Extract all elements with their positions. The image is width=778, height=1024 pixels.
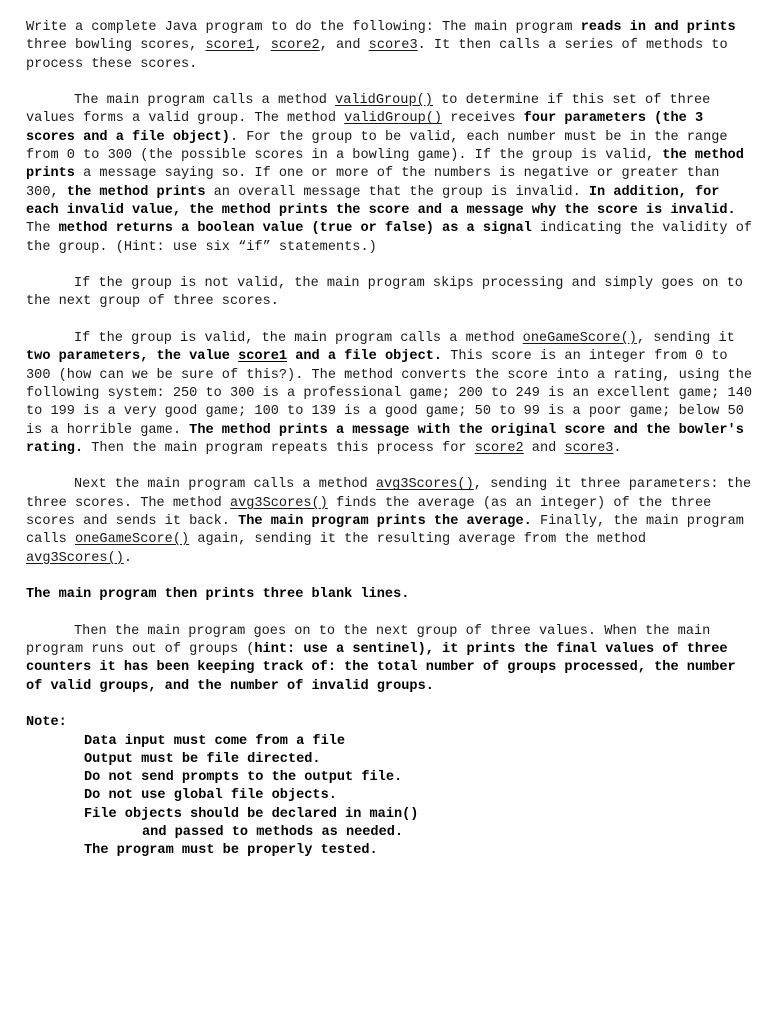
text: and [523,440,565,456]
text: three bowling scores, [26,38,206,54]
identifier-score1: score1 [205,38,255,54]
bold-text: The method prints a message with the original score and the bowler's rating. [26,422,744,456]
paragraph-sentinel [26,623,756,696]
note-item: Do not use global file objects. [84,788,337,804]
identifier-validgroup: validGroup() [335,93,433,109]
text: Next the main program calls a method [74,477,376,493]
text: Then the main program goes on to the next group of three values. When the main program runs out of groups ( [26,623,711,658]
identifier-score3: score3 [564,440,614,456]
paragraph-avg3scores [26,476,756,567]
text: , sending it [636,331,735,347]
bold-text: In addition, for each invalid value, the method prints the score and a message why the score is invalid. [26,184,736,218]
note-item: and passed to methods as needed. [142,825,404,841]
text: , and [319,38,369,54]
paragraph-invalid-skip [26,275,756,312]
paragraph-intro [26,19,756,74]
identifier-onegamescore: oneGameScore() [522,331,637,347]
text: This score is an integer from 0 to 300 (how can we be sure of this?). The method converts the score into a rating, using the following system: 250 to 300 is a professional game; 200 to 249 is an excellent game; 140 to 199 is a very good game; 100 to 139 is a good game; 50 to 99 is a poor game; below 50 is a horrible game. [26,349,753,438]
text: a message saying so. If one or more of the numbers is negative or greater than 300, [26,166,720,200]
identifier-validgroup: validGroup() [344,111,443,127]
text: The [26,221,59,237]
identifier-score3: score3 [368,38,418,54]
note-label: Note: [26,715,67,731]
bold-text: reads in and prints [580,20,736,35]
text: . [123,550,133,566]
text: again, sending it the resulting average from the method [189,532,646,548]
text: The main program calls a method [74,93,336,109]
text: If the group is valid, the main program calls a method [74,331,523,347]
identifier-avg3scores: avg3Scores() [26,550,124,566]
text: indicating the validity of the group. (Hint: use six “if” statements.) [26,221,753,255]
identifier-score1: score1 [238,349,288,365]
note-list [84,733,756,861]
text: If the group is not valid, the main program skips processing and simply goes on to the next group of three scores. [26,276,743,310]
identifier-score2: score2 [270,38,320,54]
identifier-score2: score2 [474,440,524,456]
identifier-avg3scores: avg3Scores() [229,495,328,511]
paragraph-valid-group [26,92,756,257]
text: finds the average (as an integer) of the three scores and sends it back. [26,495,712,530]
identifier-avg3scores: avg3Scores() [375,477,474,493]
note-item: Data input must come from a file [84,733,346,749]
paragraph-blank-lines [26,586,756,604]
text: receives [442,111,524,127]
bold-text: The main program prints the average. [238,514,532,530]
text: , sending it three parameters: the three scores. The method [26,477,752,511]
text: Finally, the main program calls [26,514,744,548]
text: Then the main program repeats this process for [83,440,475,456]
bold-text: The main program then prints three blank lines. [26,587,410,603]
text: . [613,440,622,456]
note-item: Do not send prompts to the output file. [84,770,403,786]
note-item: Output must be file directed. [84,751,321,767]
bold-text: four parameters (the 3 scores and a file object) [26,111,704,145]
bold-text: the method prints [66,184,206,200]
bold-text: method returns a boolean value (true or false) as a signal [58,221,532,237]
identifier-onegamescore: oneGameScore() [74,532,190,548]
bold-text: the method prints [26,148,744,182]
text: . It then calls a series of methods to process these scores. [26,38,728,72]
text: Write a complete Java program to do the following: The main program [26,20,581,35]
bold-text: two parameters, the value [26,349,239,365]
text: . For the group to be valid, each number must be in the range from 0 to 300 (the possible scores in a bowling game). If the group is valid, [26,129,728,164]
note-item: File objects should be declared in main() [84,806,419,822]
bold-text: and a file object. [287,349,443,365]
text: , [254,38,271,54]
text: an overall message that the group is invalid. [205,184,589,200]
text: to determine if this set of three values forms a valid group. The method [26,93,711,127]
paragraph-one-game-score [26,330,756,458]
note-item: The program must be properly tested. [84,843,378,859]
bold-text: hint: use a sentinel), it prints the final values of three counters it has been keeping track of: the total number of groups processed, the number of valid groups, and the number of invalid groups. [26,642,736,694]
